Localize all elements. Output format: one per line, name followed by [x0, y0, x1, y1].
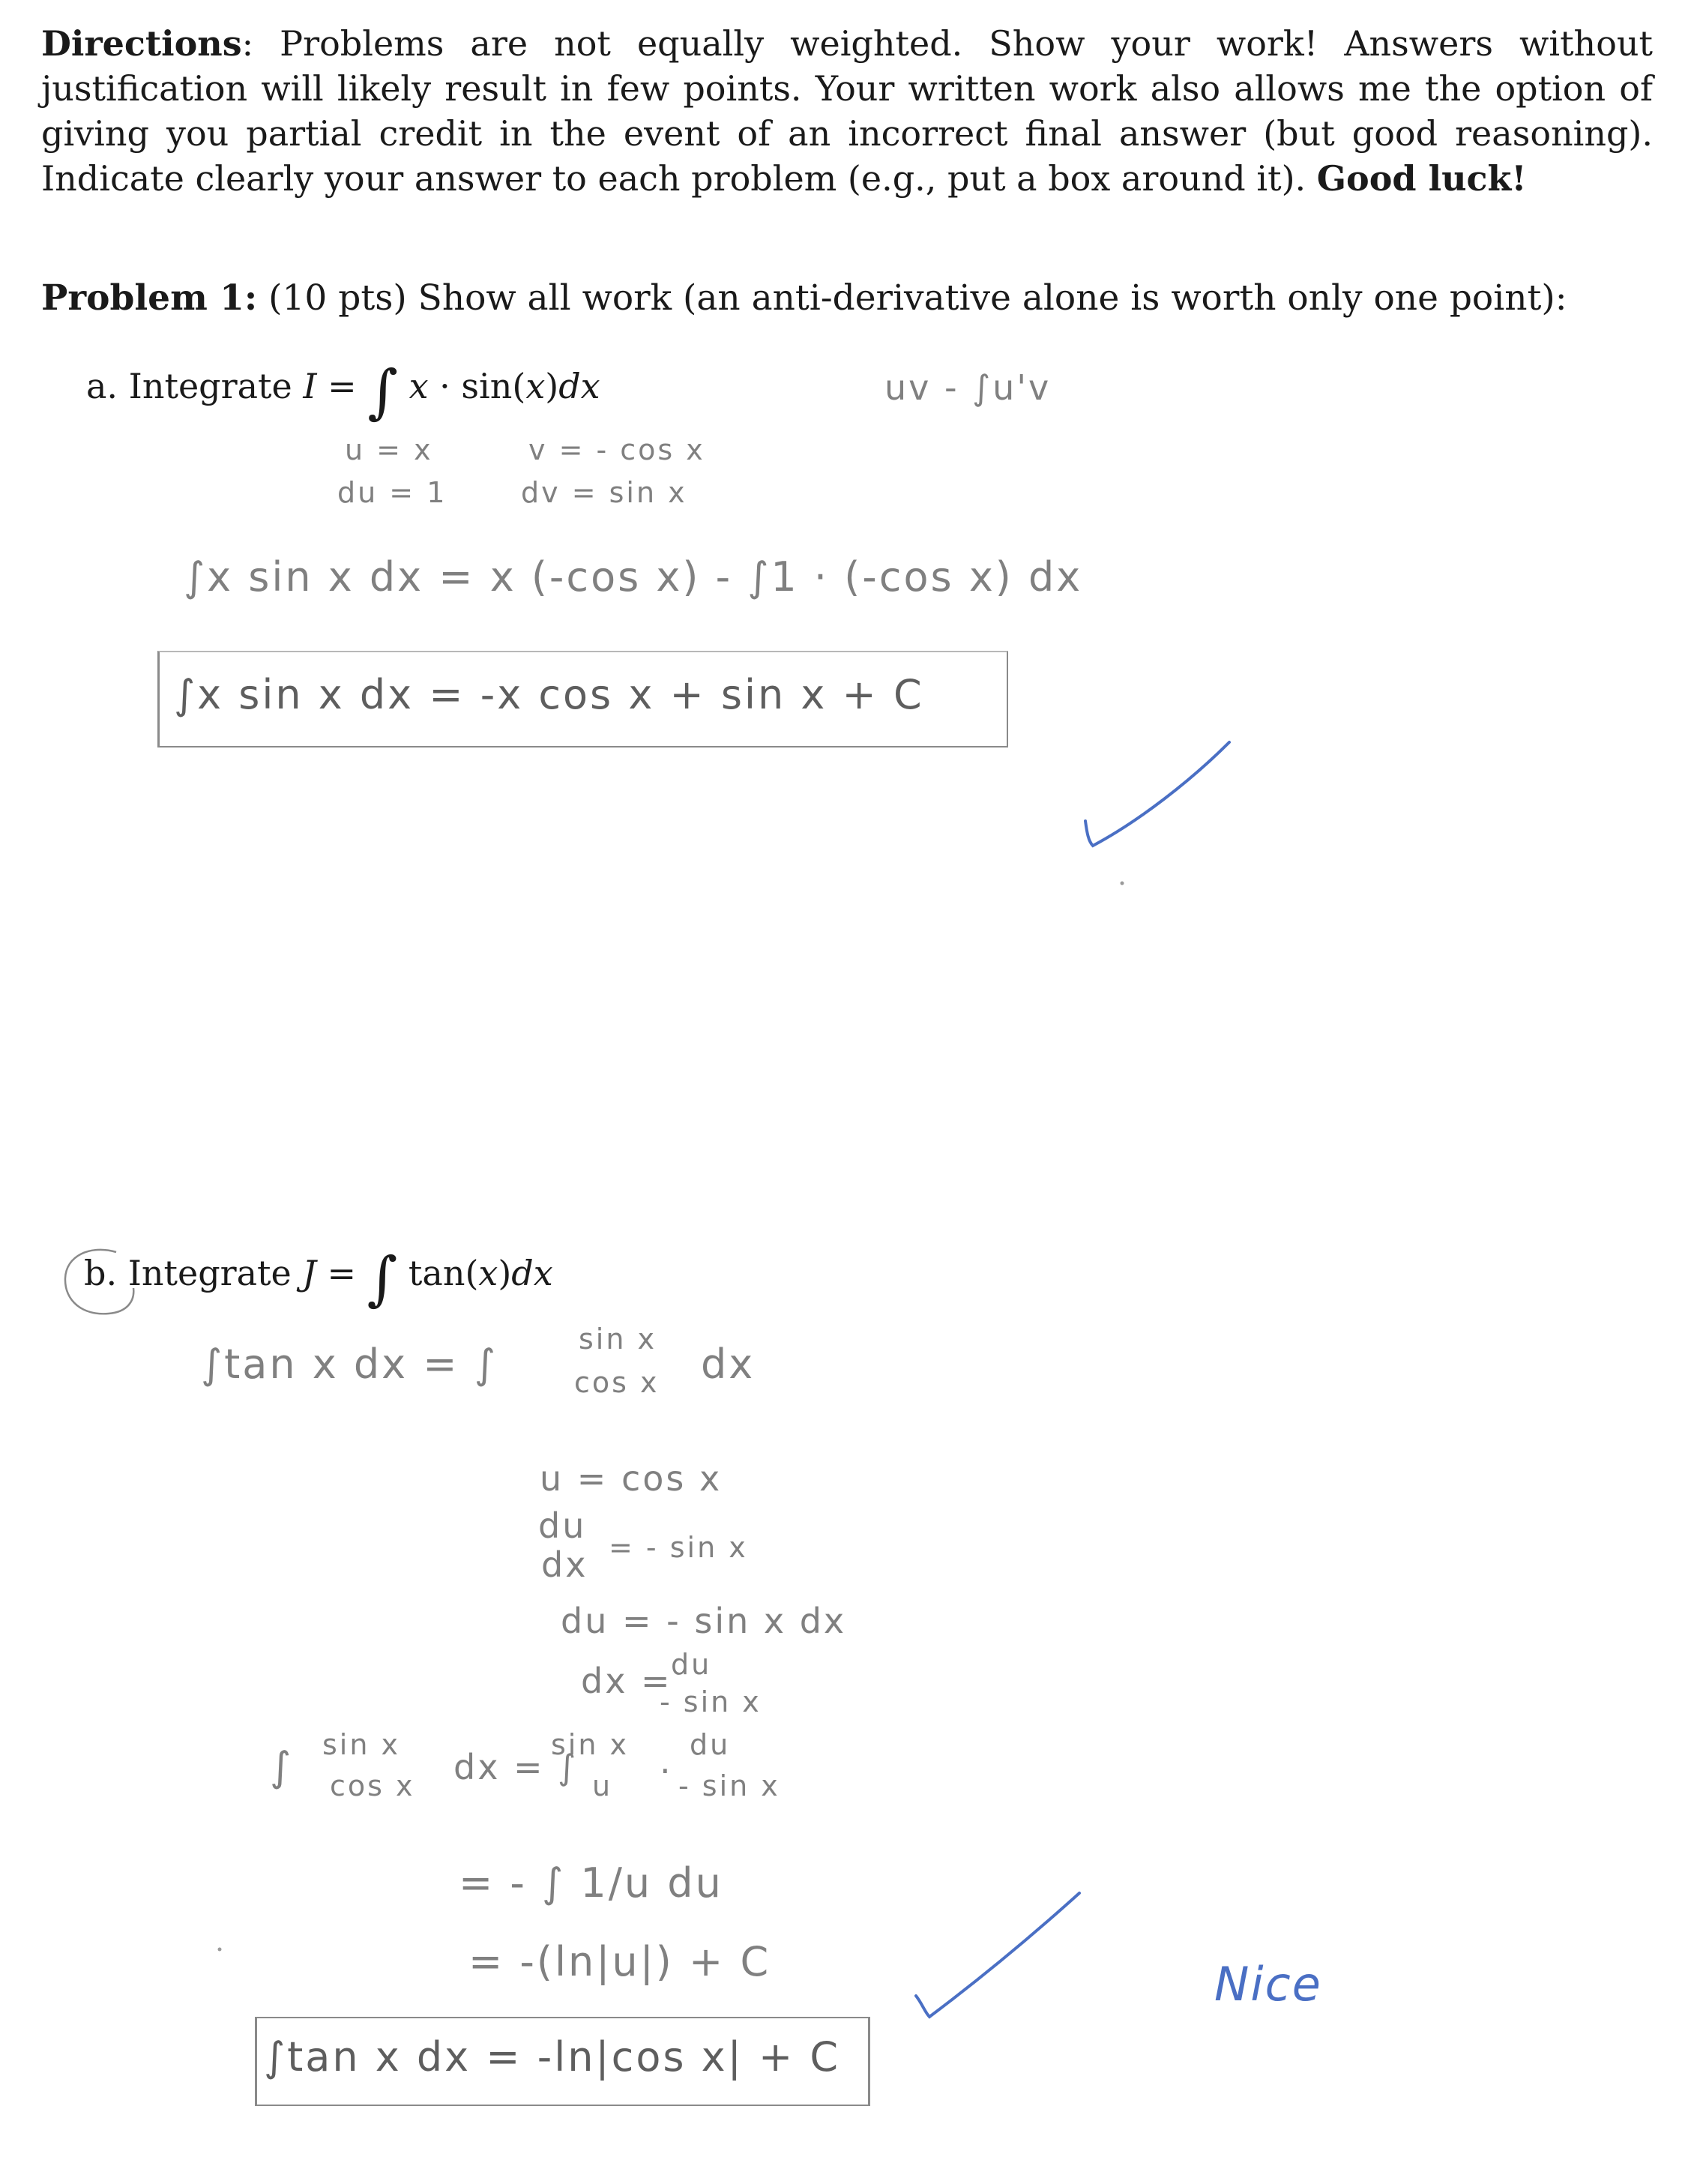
good-luck: Good luck! — [1316, 158, 1527, 199]
hw-b-du-num: du — [538, 1505, 587, 1546]
part-a-prompt: a. Integrate I = ∫ x · sin(x)dx — [86, 358, 600, 426]
stray-dot — [1121, 882, 1124, 885]
hw-b-step-3: = -(ln|u|) + C — [468, 1938, 771, 1985]
hw-b-line-1-left: ∫tan x dx = ∫ — [201, 1341, 498, 1388]
hw-b-line-1-num: sin x — [579, 1323, 657, 1356]
hw-b-dudx-right: = - sin x — [609, 1531, 748, 1564]
hw-formula: uv - ∫u'v — [884, 367, 1052, 408]
answer-b: ∫tan x dx = -ln|cos x| + C — [264, 2033, 841, 2081]
hw-v-def: v = - cos x — [528, 433, 705, 466]
hw-b-sub-den-2: u — [592, 1769, 613, 1802]
directions-label: Directions — [41, 23, 242, 64]
integral-sign: ∫ — [367, 1245, 398, 1313]
hw-b-dx-den2: - sin x — [660, 1685, 762, 1718]
hw-step-1: ∫x sin x dx = x (-cos x) - ∫1 · (-cos x) dx — [184, 553, 1083, 601]
hw-b-sub-dot: · — [660, 1751, 673, 1791]
hw-b-sub-den-1: cos x — [330, 1769, 415, 1802]
hw-b-dx-left: dx = — [581, 1661, 672, 1701]
directions-text: : Problems are not equally weighted. Show your work! Answers without justification will likely result in few points. Your written work also allows me the option of giving you partial credit in the event of an incorrect final answer (but good reasoning). Indicate clearly your answer to each problem (e.g., put a box around it). — [41, 23, 1653, 199]
hw-u-def: u = x — [345, 433, 433, 466]
hw-b-sub-num-3: du — [690, 1728, 731, 1761]
hw-b-du-def: du = - sin x dx — [561, 1601, 847, 1641]
hw-b-sub-mid: dx = ∫ — [453, 1747, 579, 1787]
hw-b-sub-den-3: - sin x — [678, 1769, 780, 1802]
part-b-circle — [65, 1250, 133, 1314]
hw-b-sub-num-1: sin x — [322, 1728, 401, 1761]
grader-comment: Nice — [1214, 1957, 1322, 2012]
hw-b-line-1-right: dx — [701, 1341, 756, 1388]
hw-b-sub-integral: ∫ — [270, 1743, 294, 1790]
hw-b-dx-den: dx — [541, 1544, 588, 1585]
hw-b-dx-num: du — [671, 1648, 712, 1681]
check-icon-b — [916, 1893, 1079, 2017]
hw-b-u-def: u = cos x — [540, 1458, 723, 1499]
check-icon-a — [1085, 742, 1229, 846]
hw-b-step-2: = - ∫ 1/u du — [459, 1859, 723, 1907]
hw-dv-def: dv = sin x — [521, 476, 687, 509]
problem-1-text: (10 pts) Show all work (an anti-derivative alone is worth only one point): — [257, 277, 1567, 319]
problem-1-label: Problem 1: — [41, 277, 258, 319]
answer-a: ∫x sin x dx = -x cos x + sin x + C — [174, 671, 924, 718]
stray-dot — [218, 1948, 222, 1952]
hw-b-line-1-den: cos x — [574, 1366, 660, 1399]
hw-du-def: du = 1 — [337, 476, 447, 509]
part-b-prompt: b. Integrate J = ∫ tan(x)dx — [84, 1245, 553, 1313]
integral-sign: ∫ — [367, 358, 398, 426]
hw-b-sub-num-2: sin x — [551, 1728, 630, 1761]
